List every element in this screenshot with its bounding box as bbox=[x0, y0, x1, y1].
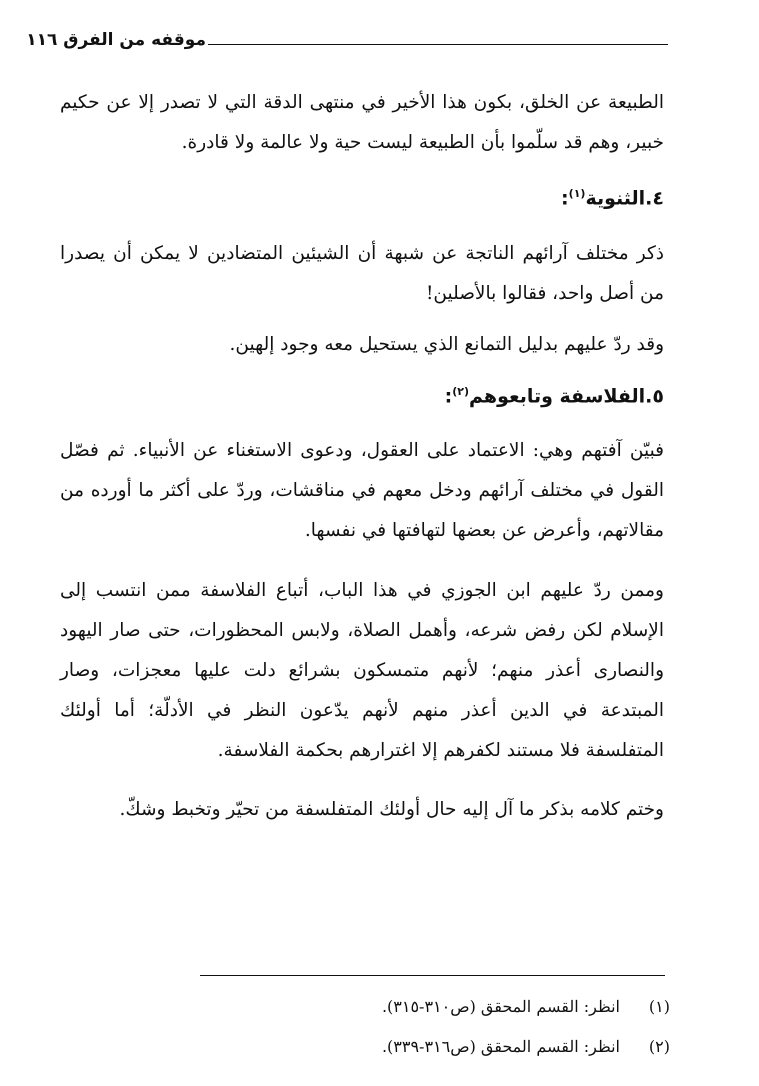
paragraph-3: وقد ردّ عليهم بدليل التمانع الذي يستحيل معه وجود إلهين. bbox=[229, 334, 664, 355]
paragraph-6: وختم كلامه بذكر ما آل إليه حال أولئك المتفلسفة من تحيّر وتخبط وشكّ. bbox=[119, 799, 664, 820]
paragraph-1: الطبيعة عن الخلق، بكون هذا الأخير في منتهى الدقة التي لا تصدر إلا عن حكيم خبير، وهم قد سلّموا بأن الطبيعة ليست حية ولا عالمة ولا قادرة. bbox=[60, 92, 664, 153]
footnote-text: انظر: القسم المحقق (ص٣١٠-٣١٥). bbox=[381, 997, 620, 1016]
footnote-item bbox=[200, 993, 670, 1021]
page-header-title: موقفه من الفرق ١١٦ bbox=[26, 30, 206, 50]
section-heading-4 bbox=[561, 187, 664, 209]
footnote-ref-1: (١) bbox=[568, 187, 586, 200]
footnote-text: انظر: القسم المحقق (ص٣١٦-٣٣٩). bbox=[381, 1037, 620, 1056]
footnote-ref-2: (٢) bbox=[452, 385, 469, 398]
footnote-item bbox=[200, 1033, 670, 1061]
footnote-number: (١) bbox=[648, 997, 670, 1016]
paragraph-2: ذكر مختلف آرائهم الناتجة عن شبهة أن الشيئين المتضادين لا يمكن أن يصدرا من أصل واحد، فقالوا بالأصلين! bbox=[60, 243, 664, 304]
footnote-number: (٢) bbox=[648, 1037, 670, 1056]
section-heading-5-colon: : bbox=[444, 385, 453, 408]
section-heading-4-colon: : bbox=[561, 187, 569, 210]
section-heading-5 bbox=[445, 385, 664, 407]
paragraph-4: فبيّن آفتهم وهي: الاعتماد على العقول، ودعوى الاستغناء عن الأنبياء. ثم فصّل القول في مختلف آرائهم ودخل معهم في مناقشات، وردّ على أكثر ما أورده من مقالاتهم، وأعرض عن بعضها لتهافتها في نفسها. bbox=[60, 440, 664, 541]
paragraph-5: وممن ردّ عليهم ابن الجوزي في هذا الباب، أتباع الفلاسفة ممن انتسب إلى الإسلام لكن رفض شرعه، وأهمل الصلاة، ولابس المحظورات، حتى صار اليهود والنصارى أعذر منهم؛ لأنهم متمسكون بشرائع دلت عليها معجزات، وصار المبتدعة في الدين أعذر منهم لأنهم يدّعون النظر في الأدلّة؛ أما أولئك المتفلسفة فلا مستند لكفرهم إلا اغترارهم بحكمة الفلاسفة. bbox=[60, 580, 664, 761]
section-heading-5-text: ٥.الفلاسفة وتابعوهم bbox=[469, 385, 664, 408]
section-heading-4-text: ٤.الثنوية bbox=[585, 187, 664, 210]
footnote-separator bbox=[200, 975, 665, 976]
header-rule bbox=[208, 44, 668, 45]
